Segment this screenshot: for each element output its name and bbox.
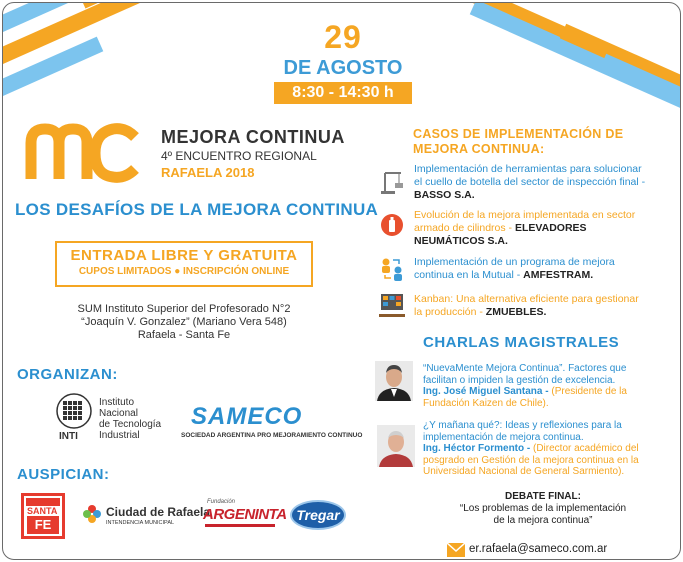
santafe-line1: SANTA [27, 506, 58, 516]
contact-email[interactable]: er.rafaela@sameco.com.ar [469, 543, 608, 555]
case4-company: ZMUEBLES. [485, 306, 547, 318]
event-month: DE AGOSTO [283, 57, 403, 79]
kanban-board-icon [379, 292, 405, 318]
case1-company: BASSO S.A. [414, 189, 475, 201]
debate [443, 491, 643, 527]
venue-line2: “Joaquín V. Gonzalez” (Mariano Vera 548) [81, 316, 287, 328]
venue-line1: SUM Instituto Superior del Profesorado N°2 [77, 303, 291, 315]
sponsors-heading: AUSPICIAN: [17, 466, 110, 483]
case1-line2: el cuello de botella del sector de inspección final - [414, 176, 646, 188]
inti-line4: Industrial [99, 430, 140, 441]
talk2-role1: (Director académico del [533, 443, 639, 454]
case-item [414, 293, 676, 319]
inti-logo-icon [55, 393, 93, 429]
event-day: 29 [324, 19, 362, 55]
cases-heading-line1: CASOS DE IMPLEMENTACIÓN DE [413, 127, 624, 141]
debate-line1: “Los problemas de la implementación [459, 503, 627, 514]
crane-icon [381, 169, 405, 195]
case3-line2: continua en la Mutual - [414, 269, 524, 281]
talk1-title2: facilitan o impiden la gestión de excelencia. [423, 374, 616, 386]
case-item [414, 256, 676, 282]
mc-logo-icon [25, 121, 145, 183]
inti-line2: Nacional [99, 408, 138, 419]
debate-line2: de la mejora continua” [493, 515, 593, 526]
case2-company: NEUMÁTICOS S.A. [414, 235, 508, 247]
flyer [2, 2, 681, 560]
rafaela-sub: INTENDENCIA MUNICIPAL [106, 520, 175, 526]
cases-heading [413, 127, 663, 157]
talk1-speaker: Ing. José Miguel Santana - [423, 386, 552, 397]
santafe-bar [26, 498, 60, 506]
entry-sub-left: CUPOS LIMITADOS [78, 266, 172, 277]
event-time: 8:30 - 14:30 h [274, 82, 412, 104]
bullet-icon: ● [174, 266, 184, 277]
case4-line2: la producción - [414, 306, 486, 318]
sameco-tagline: SOCIEDAD ARGENTINA PRO MEJORAMIENTO CONTINUO [181, 432, 363, 439]
brand-city-year: RAFAELA 2018 [161, 165, 255, 180]
rafaela-logo-icon [81, 503, 103, 525]
rafaela-name: Ciudad de Rafaela [106, 505, 211, 519]
talk-item [423, 363, 673, 409]
inti-acronym: INTI [59, 431, 78, 442]
santafe-line2: FE [27, 516, 59, 534]
venue-line3: Rafaela - Santa Fe [137, 329, 231, 341]
case4-line1: Kanban: Una alternativa eficiente para gestionar [414, 293, 639, 305]
talk2-role2: posgrado en Gestión de la mejora continua en la [423, 454, 639, 466]
brand-title: MEJORA CONTINUA [161, 127, 345, 147]
case3-line1: Implementación de un programa de mejora [414, 256, 615, 268]
speaker1-photo [375, 361, 413, 401]
people-exchange-icon [379, 256, 405, 282]
inti-line3: de Tecnología [99, 419, 162, 430]
talk2-role3: Universidad Nacional de General Sarmiento). [423, 466, 625, 477]
case3-company: AMFESTRAM. [523, 269, 594, 281]
headline: LOS DESAFÍOS DE LA MEJORA CONTINUA [15, 200, 379, 219]
argeninta-underline [205, 524, 275, 527]
talk2-title1: ¿Y mañana qué?: Ideas y reflexiones para la [423, 420, 622, 431]
debate-heading: DEBATE FINAL: [505, 491, 581, 502]
case2-line1: Evolución de la mejora implementada en sector [414, 209, 636, 221]
talk-item [423, 420, 678, 478]
argeninta-logo: ARGENINTA [203, 506, 287, 523]
entry-main: ENTRADA LIBRE Y GRATUITA [70, 247, 298, 264]
organizers-heading: ORGANIZAN: [17, 366, 118, 383]
talk2-speaker: Ing. Héctor Formento - [423, 443, 533, 454]
case-item [414, 209, 676, 248]
talk2-title2: implementación de mejora continua. [423, 431, 584, 443]
talk1-title1: “NuevaMente Mejora Continua”. Factores que [423, 363, 627, 374]
cases-heading-line2: MEJORA CONTINUA: [413, 142, 545, 156]
inti-line1: Instituto [99, 397, 135, 408]
argeninta-top: Fundación [207, 499, 236, 505]
brand-subtitle: 4º ENCUENTRO REGIONAL [161, 149, 317, 163]
entry-sub [57, 266, 311, 277]
talks-heading: CHARLAS MAGISTRALES [423, 334, 620, 351]
inti-name [99, 397, 161, 441]
case-item [414, 163, 676, 202]
case1-line1: Implementación de herramientas para solucionar [414, 163, 642, 175]
entry-box [55, 241, 313, 287]
case2-company-inline: ELEVADORES [514, 222, 587, 234]
fire-extinguisher-icon [380, 213, 404, 237]
entry-sub-right: INSCRIPCIÓN ONLINE [183, 266, 290, 277]
sameco-logo: SAMECO [191, 403, 303, 430]
talk1-role2: Fundación Kaizen de Chile). [423, 397, 549, 409]
speaker2-photo [377, 425, 415, 467]
talk1-role1: (Presidente de la [551, 386, 627, 397]
mail-icon [447, 543, 465, 557]
case2-line2: armado de cilindros - [414, 222, 515, 234]
tregar-logo: Tregar [290, 500, 346, 530]
venue [43, 303, 325, 342]
santafe-logo [21, 493, 65, 539]
